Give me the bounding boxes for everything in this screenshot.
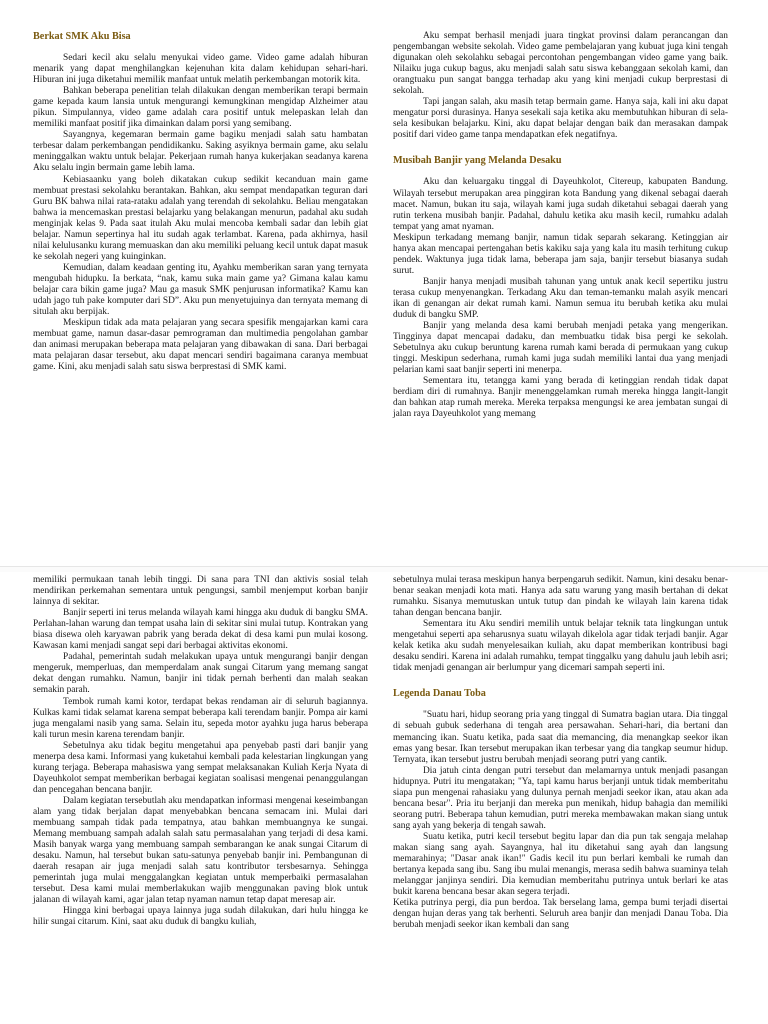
paragraph: Suatu ketika, putri kecil tersebut begitu lapar dan dia pun tak sengaja melahap makan siang sang ayah. Sayangnya, hal itu diketahui sang ayah dan langsung memarahinya; "Dasar anak ikan!" Gadis kecil itu pun berlari kembali ke rumah dan bertanya kepada sang ibu. Sang ibu mulai menangis, merasa sedih bahwa suaminya telah melanggar janjinya sendiri. Dia kemudian memberitahu putrinya untuk berlari ke atas bukit karena bencana besar akan segera terjadi. <box>393 831 728 898</box>
paragraph: Banjir yang melanda desa kami berubah menjadi petaka yang mengerikan. Tingginya dapat mencapai dadaku, dan membuatku tidak bisa pergi ke sekolah. Sebetulnya aku cukup beruntung karena rumah kami berada di permukaan yang cukup tinggi. Meskipun sederhana, rumah kami juga sudah memiliki lantai dua yang menjadi pelarian kami saat banjir seperti ini menerpa. <box>393 321 728 376</box>
paragraph: Sedari kecil aku selalu menyukai video game. Video game adalah hiburan menarik yang dapat menghilangkan kejenuhan kita dalam kehidupan sehari-hari. Hiburan ini juga diketahui memilik manfaat untuk melatih perkembangan motorik kita. <box>33 53 368 86</box>
paragraph: "Suatu hari, hidup seorang pria yang tinggal di Sumatra bagian utara. Dia tinggal di sebuah gubuk sederhana di tengah area persawahan. Sehari-hari, dia bertani dan memancing ikan. Suatu ketika, pada saat dia memancing, dia menangkap seekor ikan emas yang besar. Ikan tersebut merupakan ikan terbesar yang dia tangkap seumur hidup. Ternyata, ikan tersebut justru berubah menjadi seorang putri yang cantik. <box>393 710 728 765</box>
paragraph: Aku sempat berhasil menjadi juara tingkat provinsi dalam perancangan dan pengembangan website sekolah. Video game pembelajaran yang kubuat juga kini tengah digunakan oleh sekolahku sebagai percontohan pengembangan video game yang baik. Nilaiku juga cukup bagus, aku menjadi salah satu siswa kebanggaan sekolah kami, dan orangtuaku pun sangat bangga terhadap aku yang kini menjadi cukup berprestasi di sekolah. <box>393 31 728 97</box>
paragraph: Tembok rumah kami kotor, terdapat bekas rendaman air di seluruh bagiannya. Kulkas kami tidak selamat karena sempat beberapa kali terendam banjir. Pompa air kami juga mengalami nasib yang sama. Selain itu, sepeda motor ayahku juga harus beberapa kali turun mesin karena terendam banjir. <box>33 696 368 740</box>
page1-right-column <box>393 31 728 421</box>
paragraph: Sayangnya, kegemaran bermain game bagiku menjadi salah satu hambatan terbesar dalam perkembangan pendidikanku. Saking asyiknya bermain game, aku selalu meninggalkan waktu untuk belajar. Pekerjaan rumah hanya kukerjakan seadanya karena Aku selalu ingin bermain game lebih lama. <box>33 130 368 174</box>
page2-left-column <box>33 575 368 929</box>
paragraph: Meskipun terkadang memang banjir, namun tidak separah sekarang. Ketinggian air hanya akan mencapai pertengahan betis kakiku saja yang kala itu masih terhitung cukup pendek. Waktunya juga tidak lama, beberapa jam saja, banjir tersebut biasanya sudah surut. <box>393 232 728 276</box>
paragraph: Banjir hanya menjadi musibah tahunan yang untuk anak kecil sepertiku justru terasa cukup menyenangkan. Terkadang Aku dan teman-temanku malah asyik mencari ikan di genangan air dekat rumah kami. Namun semua itu berubah ketika aku mulai duduk di bangku SMP. <box>393 276 728 321</box>
paragraph: Kebiasaanku yang boleh dikatakan cukup sedikit kecanduan main game membuat prestasi sekolahku berantakan. Bahkan, aku sempat mendapatkan teguran dari Guru BK bahwa nilai rata-rataku adalah yang terendah di sekolahku. Beliau mengatakan bahwa ia mencemaskan prestasi belajarku yang belakangan menurun, padahal aku sudah menginjak kelas 9. Pada saat itulah Aku mulai mencoba kembali sadar dan lebih giat belajar. Namun sepertinya hal itu sudah agak terlambat. Karena, pada akhirnya, hasil nilai kelulusanku kurang memuaskan dan aku memiliki peluang kecil untuk dapat masuk ke sekolah negeri yang kuinginkan. <box>33 174 368 262</box>
document-page-2 <box>0 572 768 1024</box>
paragraph: Aku dan keluargaku tinggal di Dayeuhkolot, Citereup, kabupaten Bandung. Wilayah tersebut merupakan area pinggiran kota Bandung yang dikenal sebagai daerah macet. Namun, bukan itu saja, wilayah kami juga sudah diketahui sebagai daerah yang rutin terkena musibah banjir. Padahal, dahulu ketika aku masih kecil, rumahku adalah tempat yang amat nyaman. <box>393 177 728 232</box>
paragraph: Hingga kini berbagai upaya lainnya juga sudah dilakukan, dari hulu hingga ke hilir sungai citarum. Kini, saat aku duduk di bangku kuliah, <box>33 906 368 928</box>
paragraph: Sebetulnya aku tidak begitu mengetahui apa penyebab pasti dari banjir yang menerpa desa kami. Informasi yang kuketahui kembali pada kelestarian lingkungan yang kurang terjaga. Beberapa mahasiswa yang sempat melaksanakan Kuliah Kerja Nyata di Dayeuhkolot sempat memberikan berbagai kegiatan soalisasi mengenai penanggulangan dan pencegahan bencana banjir. <box>33 740 368 795</box>
paragraph: Dalam kegiatan tersebutlah aku mendapatkan informasi mengenai keseimbangan alam yang tidak berjalan dapat menyebabkan bencana semacam ini. Mulai dari membuang sampah tidak pada tempatnya, atau bahkan membuangnya ke sungai. Memang membuang sampah adalah salah satu permasalahan yang terjadi di desa kami. Masih banyak warga yang membuang sampah sembarangan ke anak sungai Citarum di desaku. Namun, hal tersebut bukan satu-satunya penyebab banjir ini. Pembangunan di daerah resapan air juga menjadi salah satu kontributor tersbesarnya. Sehingga pemerintah juga mulai menggalangkan kegiatan untuk memperbaiki permasalahan tersebut. Desa kami mulai memberlakukan wajib menggunakan paving blok untuk jalanan di wilayah kami, agar jalan tetap nyaman namun tetap dapat meresap air. <box>33 795 368 906</box>
paragraph: Padahal, pemerintah sudah melakukan upaya untuk mengurangi banjir dengan mengeruk, memperluas, dan memperdalam anak sungai Citarum yang memang sangat dekat dengan rumahku. Namun, banjir ini tidak pernah berhenti dan malah seakan semakin parah. <box>33 652 368 696</box>
paragraph: memiliki permukaan tanah lebih tinggi. Di sana para TNI dan aktivis sosial telah mendirikan perkemahan sementara untuk pengungsi, sambil menjemput korban banjir lainnya di sekitar. <box>33 575 368 608</box>
article-title-musibah-banjir: Musibah Banjir yang Melanda Desaku <box>393 155 562 167</box>
paragraph: Tapi jangan salah, aku masih tetap bermain game. Hanya saja, kali ini aku dapat mengatur porsi durasinya. Hanya sesekali saja ketika aku membutuhkan hiburan di sela-sela kesibukan belajarku. Kini, aku dapat belajar dengan baik dan merasakan dampak positif dari video game tanpa mendapatkan efek negatifnya. <box>393 97 728 141</box>
paragraph: sebetulnya mulai terasa meskipun hanya berpengaruh sedikit. Namun, kini desaku benar-benar seakan menjadi kota mati. Hanya ada satu warung yang masih bertahan di dekat rumahku. Sisanya memutuskan untuk tutup dan pindah ke wilayah lain karena tidak tahan dengan bencana banjir. <box>393 575 728 619</box>
page1-left-column <box>33 31 368 373</box>
page2-right-column <box>393 575 728 931</box>
paragraph: Banjir seperti ini terus melanda wilayah kami hingga aku duduk di bangku SMA. Perlahan-lahan warung dan tempat usaha lain di sekitar sini mulai tutup. Kontrakan yang biasa disewa oleh karyawan pabrik yang berada dekat di desa kami pun mulai kosong. Kawasan kami menjadi sangat sepi dari berbagai aktivitas ekonomi. <box>33 608 368 652</box>
paragraph: Dia jatuh cinta dengan putri tersebut dan melamarnya untuk menjadi pasangan hidupnya. Putri itu mengatakan; "Ya, tapi kamu harus berjanji untuk tidak memberitahu siapa pun mengenai rahasiaku yang dulunya pernah menjadi seekor ikan, atau akan ada bencana besar". Pria itu berjanji dan mereka pun menikah, hidup bahagia dan memiliki seorang putri. Beberapa tahun kemudian, putri mereka membawakan makan siang untuk sang ayah yang bekerja di tengah sawah. <box>393 765 728 831</box>
paragraph: Sementara itu Aku sendiri memilih untuk belajar teknik tata lingkungan untuk mengetahui seperti apa seharusnya suatu wilayah dikelola agar tidak terjadi banjir. Agar kelak ketika aku sudah menyelesaikan kuliah, aku dapat memberikan kontribusi bagi desaku sendiri. Karena ini adalah rumahku, tempat tinggalku yang dahulu jauh lebih asri; tidak menjadi genangan air berlumpur yang dicemari sampah seperti ini. <box>393 619 728 674</box>
article-title-berkat-smk: Berkat SMK Aku Bisa <box>33 31 131 42</box>
paragraph: Kemudian, dalam keadaan genting itu, Ayahku memberikan saran yang ternyata mengubah hidupku. Ia berkata, “nak, kamu suka main game ya? Gimana kalau kamu belajar cara bikin game juga? Mau ga masuk SMK penjurusan informatika? Kamu kan udah jago tuh pake komputer dari SD”. Aku pun menyetujuinya dan ternyata memang di situlah aku berpijak. <box>33 262 368 318</box>
article-title-legenda-danau-toba: Legenda Danau Toba <box>393 688 486 700</box>
paragraph: Meskipun tidak ada mata pelajaran yang secara spesifik mengajarkan kami cara membuat game, namun dasar-dasar pemrograman dan multimedia pengolahan gambar dan animasi merupakan beberapa mata pelajaran yang dibawakan di sana. Dari berbagai mata pelajaran dasar tersebut, aku dapat mencari sendiri bagaimana caranya membuat game. Kini, aku menjadi salah satu siswa berprestasi di SMK kami. <box>33 318 368 373</box>
paragraph: Sementara itu, tetangga kami yang berada di ketinggian rendah tidak dapat berdiam diri di rumahnya. Banjir menenggelamkan rumah mereka hingga langit-langit dan bahkan atap rumah mereka. Mereka terpaksa mengungsi ke area jembatan sungai di jalan raya Dayeuhkolot yang memang <box>393 376 728 420</box>
paragraph: Ketika putrinya pergi, dia pun berdoa. Tak berselang lama, gempa bumi terjadi disertai dengan hujan deras yang tak berhenti. Seluruh area banjir dan menjadi Danau Toba. Dia berubah menjadi seekor ikan kembali dan sang <box>393 898 728 931</box>
paragraph: Bahkan beberapa penelitian telah dilakukan dengan memberikan terapi bermain game kepada kaum lansia untuk mengurangi kemungkinan mengidap Alzheimer atau pikun. Simpulannya, video game adalah cara positif untuk melepaskan lelah dan memiliki manfaat positif jika dimainkan dalam porsi yang semibang. <box>33 86 368 130</box>
